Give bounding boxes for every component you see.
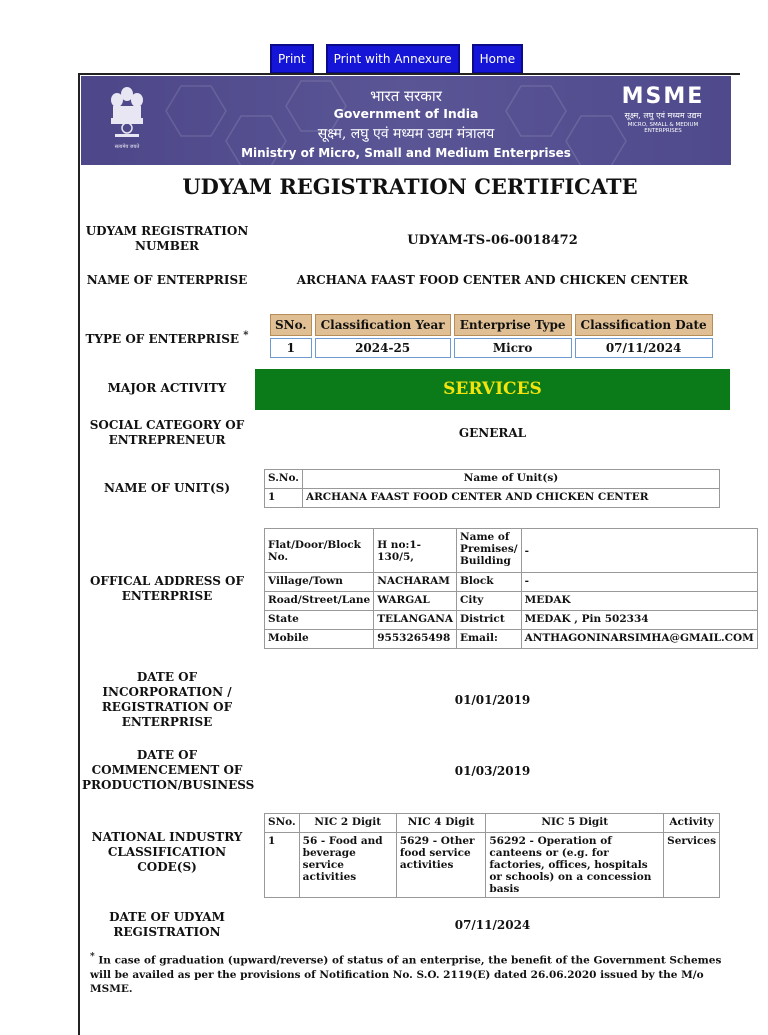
toolbar bbox=[270, 44, 523, 74]
gov-banner bbox=[81, 76, 731, 165]
footnote bbox=[90, 950, 730, 996]
units-table bbox=[264, 469, 720, 508]
classification-cell: 1 bbox=[270, 338, 312, 358]
social-category-value: GENERAL bbox=[458, 426, 527, 440]
address-key: Name of Premises/ Building bbox=[457, 529, 522, 573]
address-key: Block bbox=[457, 573, 522, 592]
enterprise-name-label: NAME OF ENTERPRISE bbox=[86, 273, 248, 287]
type-label-text: TYPE OF ENTERPRISE bbox=[85, 332, 240, 346]
address-value: - bbox=[521, 573, 757, 592]
nic-label: NATIONAL INDUSTRY CLASSIFICATION CODE(S) bbox=[91, 830, 243, 874]
incorporation-date: 01/01/2019 bbox=[454, 693, 531, 707]
nic-header: NIC 2 Digit bbox=[299, 814, 396, 833]
table-row bbox=[265, 630, 758, 649]
table-row bbox=[265, 529, 758, 573]
table-row bbox=[265, 592, 758, 611]
msme-sub-text: MICRO, SMALL & MEDIUM ENTERPRISES bbox=[627, 122, 699, 134]
reg-number-label: UDYAM REGISTRATION NUMBER bbox=[85, 224, 249, 253]
commencement-date: 01/03/2019 bbox=[454, 764, 531, 778]
table-row bbox=[270, 338, 713, 358]
address-value: TELANGANA bbox=[374, 611, 457, 630]
address-key: Flat/Door/Block No. bbox=[265, 529, 374, 573]
units-header: S.No. bbox=[265, 470, 303, 489]
gov-of-india-text: Government of India bbox=[333, 106, 479, 121]
home-button[interactable]: Home bbox=[472, 44, 523, 74]
hindi-ministry-text: सूक्ष्म, लघु एवं मध्यम उद्यम मंत्रालय bbox=[317, 126, 495, 142]
units-cell: ARCHANA FAAST FOOD CENTER AND CHICKEN CENTER bbox=[302, 489, 719, 508]
reg-number-value: UDYAM-TS-06-0018472 bbox=[407, 233, 578, 248]
classification-header: Classification Date bbox=[575, 314, 713, 336]
nic-header: NIC 5 Digit bbox=[486, 814, 664, 833]
social-category-label: SOCIAL CATEGORY OF ENTREPRENEUR bbox=[89, 418, 245, 447]
address-value: - bbox=[521, 529, 757, 573]
address-key: State bbox=[265, 611, 374, 630]
address-value: MEDAK , Pin 502334 bbox=[521, 611, 757, 630]
nic-cell: 56 - Food and beverage service activities bbox=[299, 833, 396, 898]
address-key: Road/Street/Lane bbox=[265, 592, 374, 611]
major-activity-value: SERVICES bbox=[255, 369, 730, 410]
type-of-enterprise-label bbox=[82, 328, 252, 347]
udyam-date-label: DATE OF UDYAM REGISTRATION bbox=[109, 910, 225, 939]
table-row bbox=[265, 611, 758, 630]
classification-cell: 07/11/2024 bbox=[575, 338, 713, 358]
units-cell: 1 bbox=[265, 489, 303, 508]
address-value: H no:1-130/5, bbox=[374, 529, 457, 573]
address-key: Mobile bbox=[265, 630, 374, 649]
classification-header: SNo. bbox=[270, 314, 312, 336]
nic-cell: 5629 - Other food service activities bbox=[396, 833, 486, 898]
major-activity-label: MAJOR ACTIVITY bbox=[107, 381, 227, 395]
commencement-label: DATE OF COMMENCEMENT OF PRODUCTION/BUSINESS bbox=[82, 748, 255, 792]
address-value: NACHARAM bbox=[374, 573, 457, 592]
units-header: Name of Unit(s) bbox=[302, 470, 719, 489]
hindi-gov-text: भारत सरकार bbox=[370, 87, 442, 105]
udyam-date: 07/11/2024 bbox=[454, 918, 531, 932]
address-table bbox=[264, 528, 758, 649]
address-key: Village/Town bbox=[265, 573, 374, 592]
address-value: 9553265498 bbox=[374, 630, 457, 649]
address-key: Email: bbox=[457, 630, 522, 649]
footnote-text: In case of graduation (upward/reverse) of status of an enterprise, the benefit of the Government Schemes will be availed as per the provisions of Notification No. S.O. 2119(E) dated 26.06.2020 issued by the M/o MSME. bbox=[90, 954, 722, 995]
address-key: District bbox=[457, 611, 522, 630]
msme-logo bbox=[613, 86, 713, 134]
nic-cell: Services bbox=[664, 833, 720, 898]
ministry-text: Ministry of Micro, Small and Medium Enterprises bbox=[241, 146, 571, 160]
nic-header: NIC 4 Digit bbox=[396, 814, 486, 833]
nic-cell: 1 bbox=[265, 833, 300, 898]
print-button[interactable]: Print bbox=[270, 44, 314, 74]
table-row bbox=[265, 573, 758, 592]
msme-logo-text: MSME bbox=[621, 84, 705, 109]
address-key: City bbox=[457, 592, 522, 611]
address-value: MEDAK bbox=[521, 592, 757, 611]
certificate-title: UDYAM REGISTRATION CERTIFICATE bbox=[182, 174, 638, 199]
nic-header: SNo. bbox=[265, 814, 300, 833]
table-row bbox=[265, 833, 720, 898]
enterprise-name-value: ARCHANA FAAST FOOD CENTER AND CHICKEN CENTER bbox=[296, 273, 689, 287]
address-value: WARGAL bbox=[374, 592, 457, 611]
units-label: NAME OF UNIT(S) bbox=[103, 481, 231, 495]
address-label: OFFICAL ADDRESS OF ENTERPRISE bbox=[89, 574, 245, 603]
table-row bbox=[265, 489, 720, 508]
address-value: ANTHAGONINARSIMHA@GMAIL.COM bbox=[521, 630, 757, 649]
print-with-annexure-button[interactable]: Print with Annexure bbox=[326, 44, 460, 74]
msme-hindi-text: सूक्ष्म, लघु एवं मध्यम उद्यम bbox=[624, 111, 702, 120]
nic-header: Activity bbox=[664, 814, 720, 833]
classification-table bbox=[267, 312, 716, 360]
classification-header: Classification Year bbox=[315, 314, 451, 336]
footnote-marker: * bbox=[90, 952, 95, 962]
incorporation-label: DATE OF INCORPORATION / REGISTRATION OF ENTERPRISE bbox=[101, 670, 233, 729]
type-marker: * bbox=[243, 330, 249, 341]
nic-table bbox=[264, 813, 720, 898]
nic-cell: 56292 - Operation of canteens or (e.g. for factories, offices, hospitals or schools) on a concession basis bbox=[486, 833, 664, 898]
emblem-caption: सत्यमेव जयते bbox=[114, 144, 140, 150]
classification-cell: Micro bbox=[454, 338, 572, 358]
classification-header: Enterprise Type bbox=[454, 314, 572, 336]
classification-cell: 2024-25 bbox=[315, 338, 451, 358]
